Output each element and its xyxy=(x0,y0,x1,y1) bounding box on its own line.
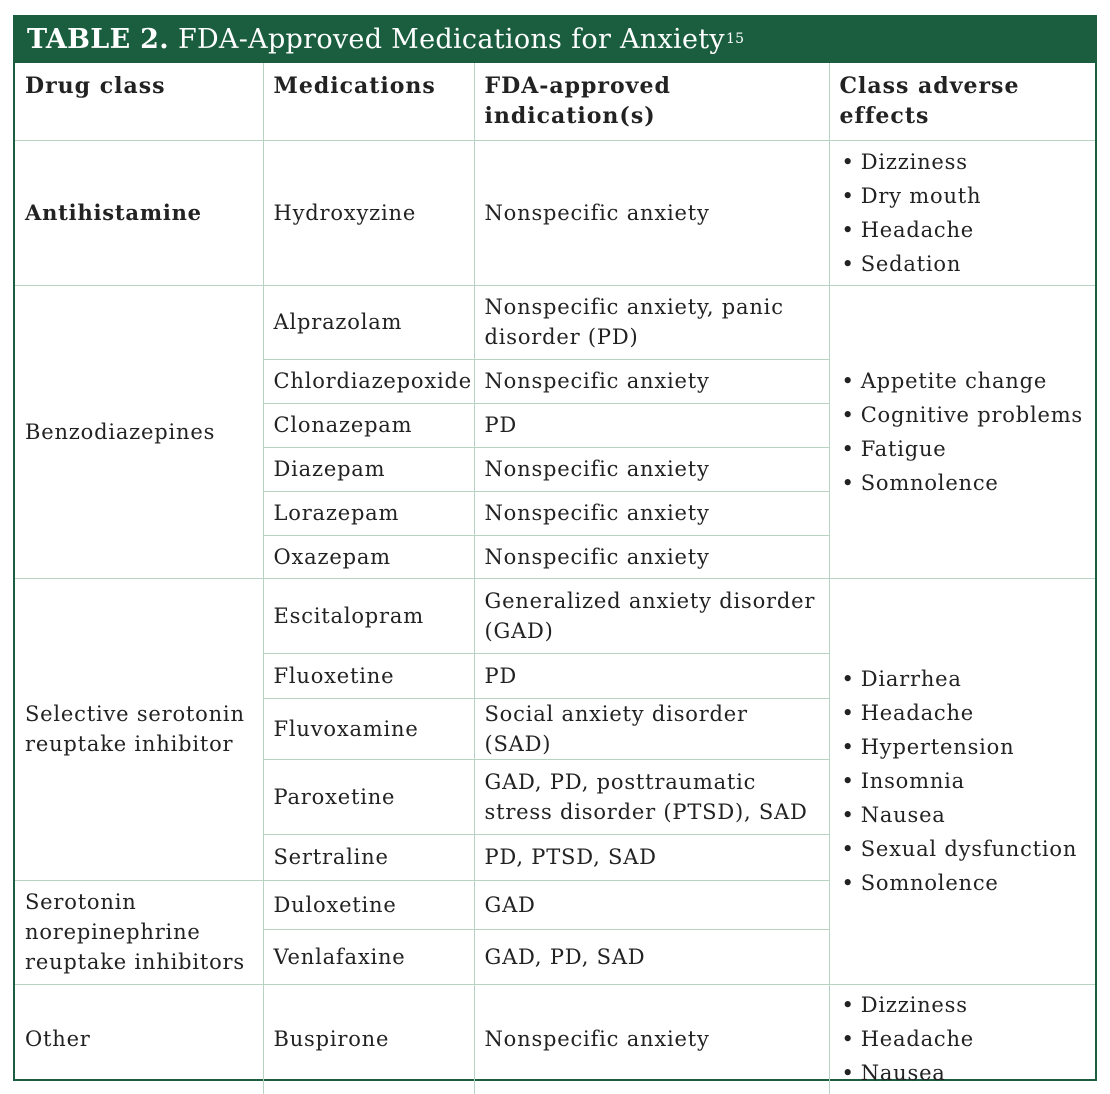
medication-cell: Escitalopram xyxy=(263,578,474,653)
table-title-text: FDA-Approved Medications for Anxiety xyxy=(177,23,725,55)
adverse-effect-item: • Nausea xyxy=(842,798,1086,832)
adverse-effect-item: • Headache xyxy=(842,213,1086,247)
header-indications: FDA-approved indication(s) xyxy=(474,63,829,140)
indication-cell: Nonspecific anxiety xyxy=(474,140,829,285)
indication-cell: Nonspecific anxiety xyxy=(474,535,829,578)
table-title-label: TABLE 2. xyxy=(27,23,169,55)
medication-cell: Oxazepam xyxy=(263,535,474,578)
indication-cell: Nonspecific anxiety, panic disorder (PD) xyxy=(474,285,829,359)
indication-cell: PD, PTSD, SAD xyxy=(474,834,829,880)
adverse-effect-item: • Sedation xyxy=(842,247,1086,281)
adverse-effect-item: • Cognitive problems xyxy=(842,398,1086,432)
adverse-effects-cell xyxy=(829,140,1095,285)
indication-cell: Nonspecific anxiety xyxy=(474,447,829,491)
table-row xyxy=(15,140,1095,285)
table-title-reference: 15 xyxy=(725,31,745,47)
adverse-effects-cell xyxy=(829,578,1095,984)
medication-cell: Venlafaxine xyxy=(263,929,474,984)
table-row xyxy=(15,285,1095,359)
adverse-effect-item: • Headache xyxy=(842,1022,1086,1056)
medication-cell: Diazepam xyxy=(263,447,474,491)
adverse-effect-item: • Sexual dysfunction xyxy=(842,832,1086,866)
drug-class-cell: Selective serotonin reuptake inhibitor xyxy=(15,578,263,880)
drug-class-cell: Serotonin norepinephrine reuptake inhibitors xyxy=(15,880,263,984)
indication-cell: GAD xyxy=(474,880,829,929)
adverse-effect-item: • Somnolence xyxy=(842,866,1086,900)
indication-cell: Generalized anxiety disorder (GAD) xyxy=(474,578,829,653)
medication-cell: Buspirone xyxy=(263,984,474,1094)
adverse-effects-list xyxy=(842,988,1086,1090)
adverse-effect-item: • Diarrhea xyxy=(842,662,1086,696)
header-medications: Medications xyxy=(263,63,474,140)
medications-table xyxy=(15,63,1095,1094)
header-adverse-effects: Class adverse effects xyxy=(829,63,1095,140)
medication-cell: Fluoxetine xyxy=(263,653,474,698)
adverse-effects-cell xyxy=(829,984,1095,1094)
header-row xyxy=(15,63,1095,140)
adverse-effects-list xyxy=(842,662,1086,900)
adverse-effect-item: • Dizziness xyxy=(842,988,1086,1022)
medication-cell: Clonazepam xyxy=(263,403,474,447)
table-container xyxy=(13,15,1097,1086)
medication-cell: Alprazolam xyxy=(263,285,474,359)
medication-cell: Duloxetine xyxy=(263,880,474,929)
table-title xyxy=(15,15,1095,63)
indication-cell: Nonspecific anxiety xyxy=(474,491,829,535)
adverse-effect-item: • Dizziness xyxy=(842,145,1086,179)
header-drug-class: Drug class xyxy=(15,63,263,140)
indication-cell: Nonspecific anxiety xyxy=(474,359,829,403)
adverse-effect-item: • Nausea xyxy=(842,1056,1086,1090)
adverse-effects-list xyxy=(842,145,1086,281)
medication-cell: Chlordiazepoxide xyxy=(263,359,474,403)
adverse-effect-item: • Insomnia xyxy=(842,764,1086,798)
adverse-effect-item: • Appetite change xyxy=(842,364,1086,398)
indication-cell: PD xyxy=(474,403,829,447)
indication-cell: PD xyxy=(474,653,829,698)
adverse-effects-cell xyxy=(829,285,1095,578)
drug-class-cell: Antihistamine xyxy=(15,140,263,285)
indication-cell: GAD, PD, SAD xyxy=(474,929,829,984)
medication-cell: Hydroxyzine xyxy=(263,140,474,285)
drug-class-cell: Other xyxy=(15,984,263,1094)
indication-cell: Social anxiety disorder (SAD) xyxy=(474,698,829,759)
adverse-effects-list xyxy=(842,364,1086,500)
adverse-effect-item: • Headache xyxy=(842,696,1086,730)
medication-cell: Sertraline xyxy=(263,834,474,880)
drug-class-cell: Benzodiazepines xyxy=(15,285,263,578)
medication-cell: Lorazepam xyxy=(263,491,474,535)
indication-cell: Nonspecific anxiety xyxy=(474,984,829,1094)
adverse-effect-item: • Fatigue xyxy=(842,432,1086,466)
medication-cell: Fluvoxamine xyxy=(263,698,474,759)
indication-cell: GAD, PD, posttraumatic stress disorder (PTSD), SAD xyxy=(474,759,829,834)
adverse-effect-item: • Dry mouth xyxy=(842,179,1086,213)
medication-cell: Paroxetine xyxy=(263,759,474,834)
table-row xyxy=(15,984,1095,1094)
adverse-effect-item: • Hypertension xyxy=(842,730,1086,764)
table-row xyxy=(15,578,1095,653)
adverse-effect-item: • Somnolence xyxy=(842,466,1086,500)
